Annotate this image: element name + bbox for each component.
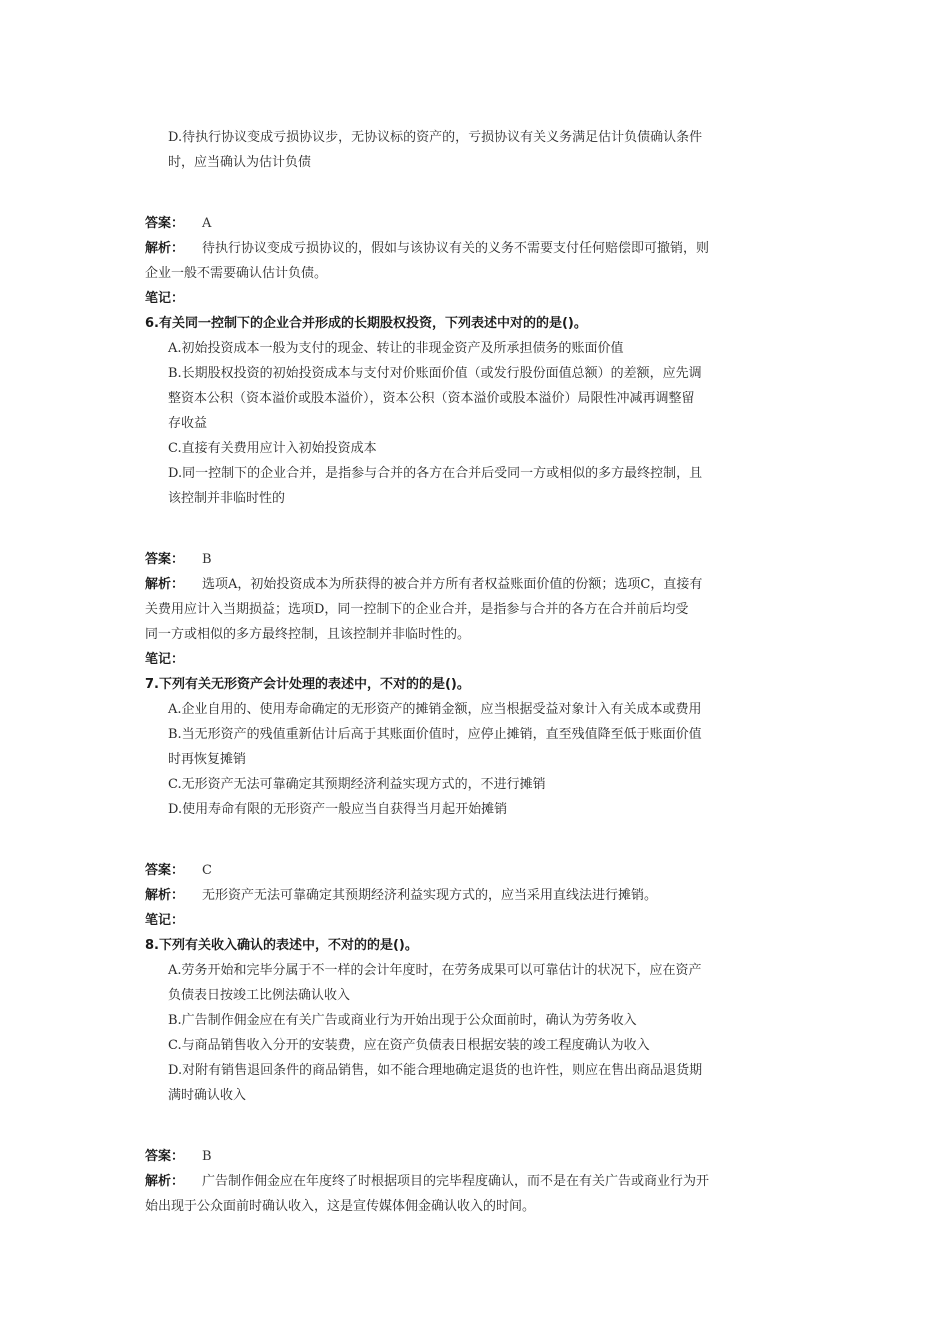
q6-option-d-line2: 该控制并非临时性的 <box>168 491 286 506</box>
q7-option-b-line1: B.当无形资产的残值重新估计后高于其账面价值时，应停止摊销，直至残值降至低于账面价值 <box>168 727 702 742</box>
q8-answer <box>145 1148 212 1166</box>
q7-question: 7.下列有关无形资产会计处理的表述中，不对的的是()。 <box>145 677 470 692</box>
q6-option-d-line1: D.同一控制下的企业合并，是指参与合并的各方在合并后受同一方或相似的多方最终控制，且 <box>168 466 703 481</box>
note-label: 笔记： <box>145 913 185 928</box>
q7-option-d: D.使用寿命有限的无形资产一般应当自获得当月起开始摊销 <box>168 802 508 817</box>
q7-analysis <box>145 887 657 905</box>
answer-value: B <box>202 1149 212 1164</box>
q7-answer <box>145 862 212 880</box>
q8-analysis <box>145 1173 709 1191</box>
analysis-text: 选项A，初始投资成本为所获得的被合并方所有者权益账面价值的份额；选项C，直接有 <box>202 577 703 592</box>
answer-label: 答案： <box>145 863 185 878</box>
q6-option-b-line1: B.长期股权投资的初始投资成本与支付对价账面价值（或发行股份面值总额）的差额，应先调 <box>168 366 702 381</box>
answer-value: B <box>202 552 212 567</box>
analysis-text: 待执行协议变成亏损协议的，假如与该协议有关的义务不需要支付任何赔偿即可撤销，则 <box>202 241 710 256</box>
answer-value: A <box>202 216 212 231</box>
answer-label: 答案： <box>145 216 185 231</box>
q5-answer <box>145 215 211 233</box>
q5-note <box>145 290 202 308</box>
analysis-text: 广告制作佣金应在年度终了时根据项目的完毕程度确认，而不是在有关广告或商业行为开 <box>202 1174 710 1189</box>
q8-option-b: B.广告制作佣金应在有关广告或商业行为开始出现于公众面前时，确认为劳务收入 <box>168 1013 637 1028</box>
q7-option-c: C.无形资产无法可靠确定其预期经济利益实现方式的，不进行摊销 <box>168 777 546 792</box>
q7-note <box>145 912 202 930</box>
q7-option-b-line2: 时再恢复摊销 <box>168 752 247 767</box>
q8-option-d-line1: D.对附有销售退回条件的商品销售，如不能合理地确定退货的也许性，则应在售出商品退货期 <box>168 1063 703 1078</box>
note-label: 笔记： <box>145 652 185 667</box>
q6-option-a: A.初始投资成本一般为支付的现金、转让的非现金资产及所承担债务的账面价值 <box>168 341 624 356</box>
answer-label: 答案： <box>145 552 185 567</box>
q5-option-d-line1: D.待执行协议变成亏损协议步，无协议标的资产的，亏损协议有关义务满足估计负债确认条件 <box>168 130 703 145</box>
answer-label: 答案： <box>145 1149 185 1164</box>
q6-analysis-line3: 同一方或相似的多方最终控制，且该控制并非临时性的。 <box>145 627 471 642</box>
q6-option-b-line3: 存收益 <box>168 416 208 431</box>
q6-option-b-line2: 整资本公积（资本溢价或股本溢价），资本公积（资本溢价或股本溢价）局限性冲减再调整留 <box>168 391 695 406</box>
q8-question: 8.下列有关收入确认的表述中，不对的的是()。 <box>145 938 418 953</box>
analysis-label: 解析： <box>145 577 185 592</box>
analysis-label: 解析： <box>145 888 185 903</box>
q6-option-c: C.直接有关费用应计入初始投资成本 <box>168 441 377 456</box>
q8-option-a-line2: 负债表日按竣工比例法确认收入 <box>168 988 351 1003</box>
analysis-label: 解析： <box>145 241 185 256</box>
q8-option-d-line2: 满时确认收入 <box>168 1088 247 1103</box>
note-label: 笔记： <box>145 291 185 306</box>
q8-option-a-line1: A.劳务开始和完毕分属于不一样的会计年度时，在劳务成果可以可靠估计的状况下，应在资产 <box>168 963 702 978</box>
q8-option-c: C.与商品销售收入分开的安装费，应在资产负债表日根据安装的竣工程度确认为收入 <box>168 1038 650 1053</box>
q5-analysis-line2: 企业一般不需要确认估计负债。 <box>145 266 328 281</box>
q5-analysis <box>145 240 709 258</box>
answer-value: C <box>202 863 212 878</box>
analysis-text: 无形资产无法可靠确定其预期经济利益实现方式的，应当采用直线法进行摊销。 <box>202 888 658 903</box>
q6-note <box>145 651 202 669</box>
q6-question: 6.有关同一控制下的企业合并形成的长期股权投资，下列表述中对的的是()。 <box>145 316 587 331</box>
analysis-label: 解析： <box>145 1174 185 1189</box>
q5-option-d-line2: 时，应当确认为估计负债 <box>168 155 312 170</box>
q8-analysis-line2: 始出现于公众面前时确认收入，这是宣传媒体佣金确认收入的时间。 <box>145 1199 536 1214</box>
q7-option-a: A.企业自用的、使用寿命确定的无形资产的摊销金额，应当根据受益对象计入有关成本或费用 <box>168 702 702 717</box>
q6-analysis <box>145 576 702 594</box>
q6-analysis-line2: 关费用应计入当期损益；选项D，同一控制下的企业合并，是指参与合并的各方在合并前后均受 <box>145 602 689 617</box>
q6-answer <box>145 551 212 569</box>
